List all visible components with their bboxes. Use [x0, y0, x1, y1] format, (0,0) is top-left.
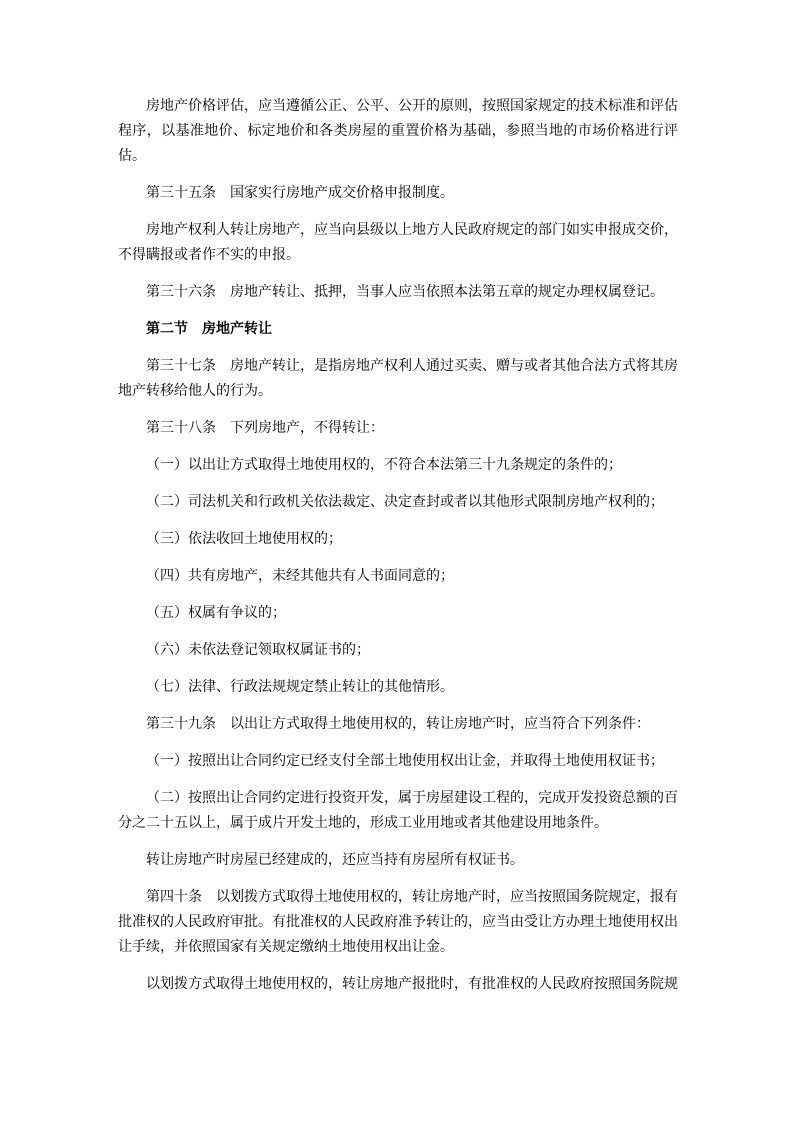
- list-item: （二）按照出让合同约定进行投资开发，属于房屋建设工程的，完成开发投资总额的百分之二十五以上，属于成片开发土地的，形成工业用地或者其他建设用地条件。: [118, 790, 678, 831]
- article-36: 第三十六条 房地产转让、抵押，当事人应当依照本法第五章的规定办理权属登记。: [146, 284, 664, 300]
- list-item: （三）依法收回土地使用权的；: [146, 531, 342, 547]
- list-item: （二）司法机关和行政机关依法裁定、决定查封或者以其他形式限制房地产权利的；: [146, 494, 664, 510]
- paragraph: 房地产价格评估，应当遵循公正、公平、公开的原则，按照国家规定的技术标准和评估程序，以基准地价、标定地价和各类房屋的重置价格为基础，参照当地的市场价格进行评估。: [118, 98, 678, 164]
- article-40: 第四十条 以划拨方式取得土地使用权的，转让房地产时，应当按照国务院规定，报有批准权的人民政府审批。有批准权的人民政府准予转让的，应当由受让方办理土地使用权出让手续，并依照国家有关规定缴纳土地使用权出让金。: [118, 889, 678, 955]
- list-item: （一）按照出让合同约定已经支付全部土地使用权出让金，并取得土地使用权证书；: [146, 753, 664, 769]
- list-item: （七）法律、行政法规规定禁止转让的其他情形。: [146, 679, 454, 695]
- paragraph: 转让房地产时房屋已经建成的，还应当持有房屋所有权证书。: [146, 852, 524, 868]
- section-heading: 第二节 房地产转让: [146, 321, 272, 337]
- list-item: （四）共有房地产，未经其他共有人书面同意的；: [146, 568, 454, 584]
- article-35: 第三十五条 国家实行房地产成交价格申报制度。: [146, 185, 454, 201]
- article-39: 第三十九条 以出让方式取得土地使用权的，转让房地产时，应当符合下列条件：: [146, 716, 650, 732]
- paragraph: 以划拨方式取得土地使用权的，转让房地产报批时，有批准权的人民政府按照国务院规: [146, 976, 678, 992]
- paragraph: 房地产权利人转让房地产，应当向县级以上地方人民政府规定的部门如实申报成交价，不得瞒报或者作不实的申报。: [118, 222, 678, 263]
- list-item: （一）以出让方式取得土地使用权的，不符合本法第三十九条规定的条件的；: [146, 457, 622, 473]
- list-item: （五）权属有争议的；: [146, 605, 286, 621]
- list-item: （六）未依法登记领取权属证书的；: [146, 642, 370, 658]
- article-38: 第三十八条 下列房地产，不得转让：: [146, 420, 384, 436]
- article-37: 第三十七条 房地产转让，是指房地产权利人通过买卖、赠与或者其他合法方式将其房地产转移给他人的行为。: [118, 358, 678, 399]
- document-body: [118, 94, 678, 1009]
